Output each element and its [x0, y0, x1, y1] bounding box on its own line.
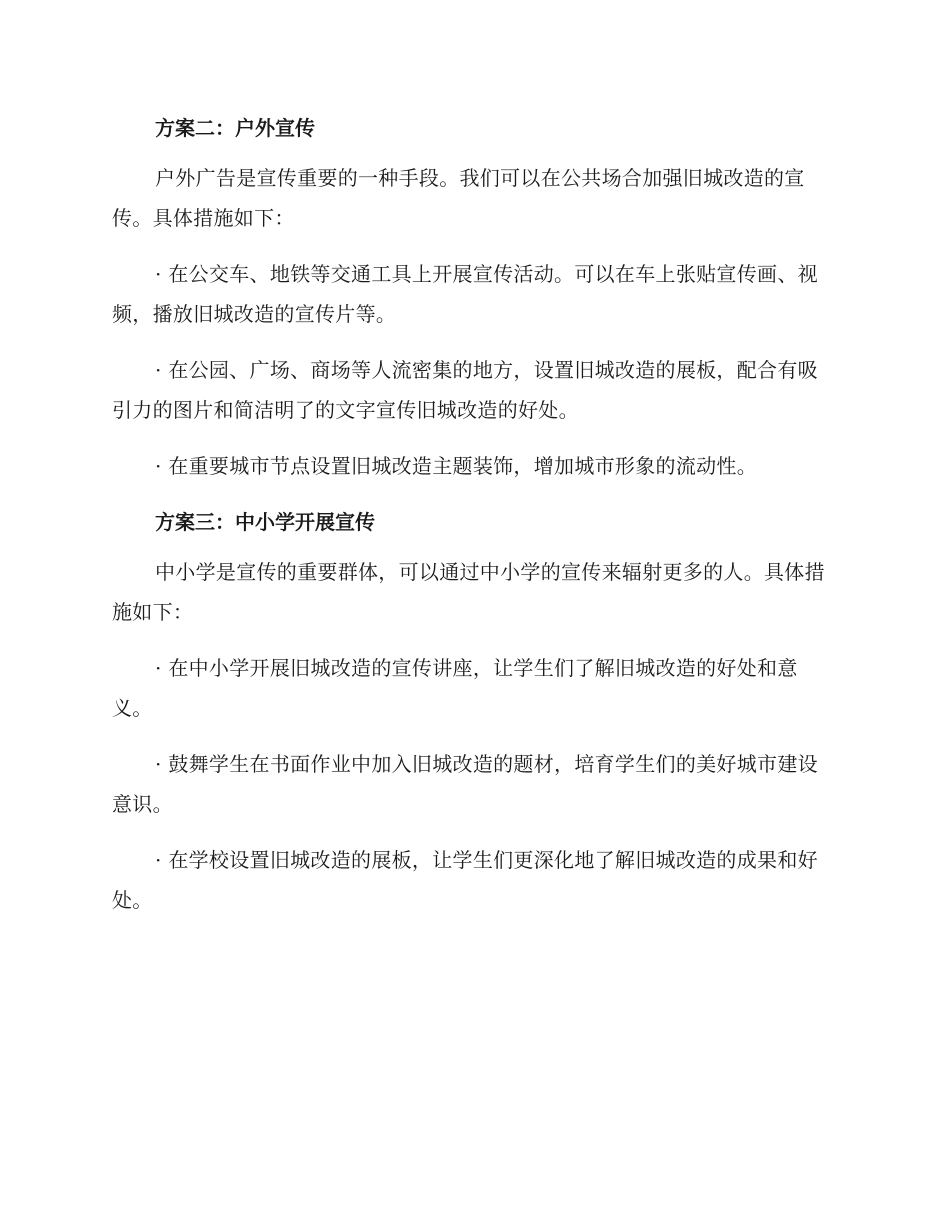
bullet-item: · 在公园、广场、商场等人流密集的地方，设置旧城改造的展板，配合有吸引力的图片和简洁明了的文字宣传旧城改造的好处。: [112, 358, 818, 422]
bullet-item: · 鼓舞学生在书面作业中加入旧城改造的题材，培育学生们的美好城市建设意识。: [112, 752, 818, 816]
bullet-item: · 在公交车、地铁等交通工具上开展宣传活动。可以在车上张贴宣传画、视频，播放旧城改造的宣传片等。: [112, 262, 818, 326]
bullet-item: · 在中小学开展旧城改造的宣传讲座，让学生们了解旧城改造的好处和意义。: [112, 656, 798, 720]
section-intro-outdoor: 户外广告是宣传重要的一种手段。我们可以在公共场合加强旧城改造的宣传。具体措施如下：: [112, 166, 805, 230]
section-heading-outdoor: 方案二：户外宣传: [155, 116, 315, 140]
bullet-item: · 在学校设置旧城改造的展板，让学生们更深化地了解旧城改造的成果和好处。: [112, 848, 818, 912]
bullet-item: · 在重要城市节点设置旧城改造主题装饰，增加城市形象的流动性。: [155, 454, 758, 478]
document-body: [112, 108, 832, 936]
section-heading-schools: 方案三：中小学开展宣传: [155, 510, 375, 534]
section-intro-schools: 中小学是宣传的重要群体，可以通过中小学的宣传来辐射更多的人。具体措施如下：: [112, 560, 825, 624]
